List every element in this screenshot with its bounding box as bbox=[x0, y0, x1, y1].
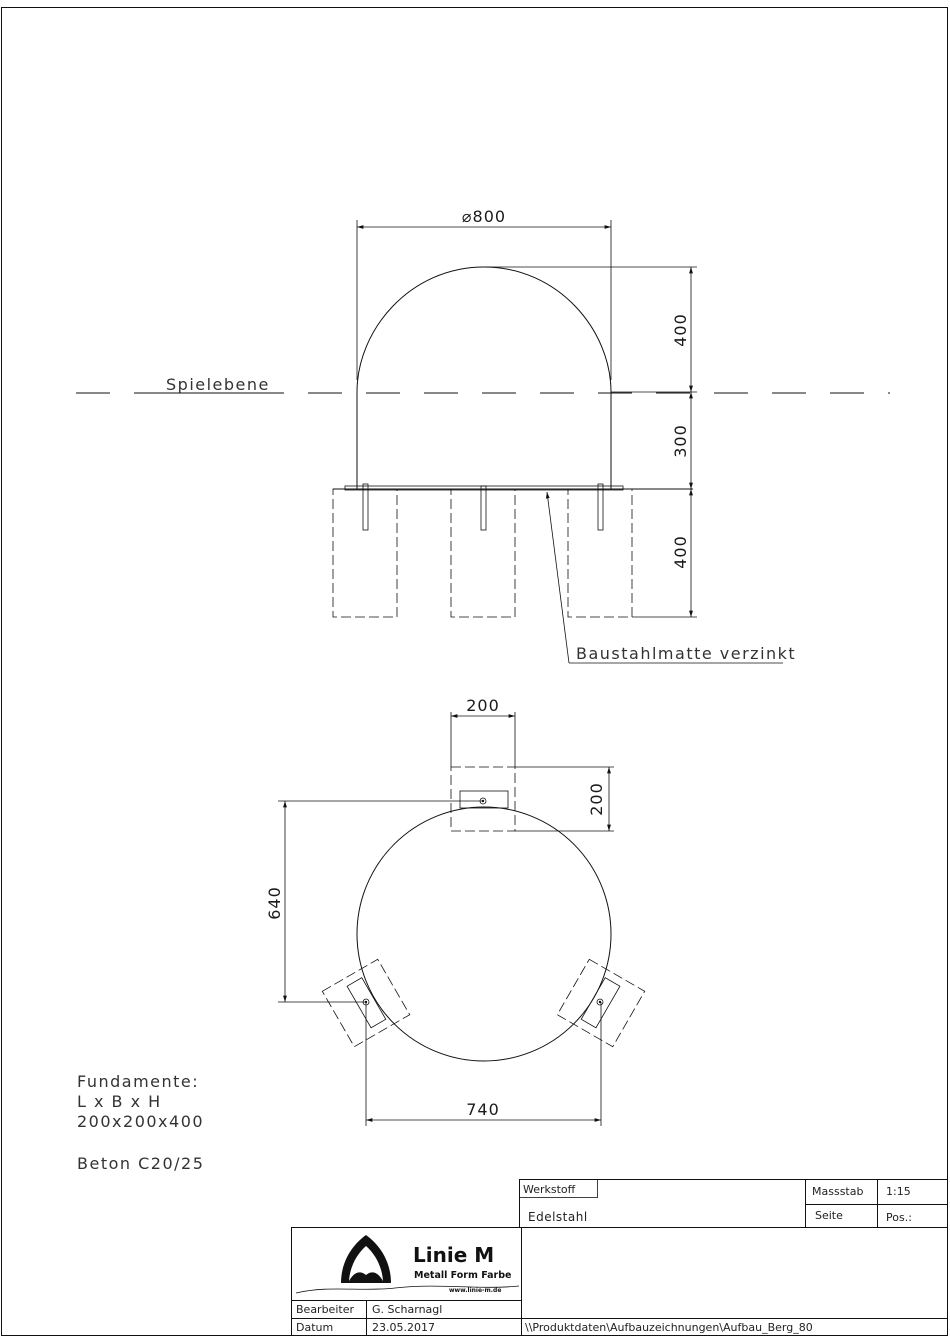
logo-tagline: Metall Form Farbe bbox=[414, 1270, 512, 1281]
foundation-block-right bbox=[568, 489, 632, 617]
foundation-block-left bbox=[333, 489, 397, 617]
material-label: Werkstoff bbox=[523, 1183, 576, 1196]
block-length-dimension: 200 bbox=[587, 782, 606, 816]
anchor-bolt-left bbox=[363, 484, 368, 530]
file-path: \\Produktdaten\Aufbauzeichnungen\Aufbau_Berg_80 bbox=[525, 1321, 813, 1334]
date-label: Datum bbox=[296, 1321, 334, 1334]
material-value: Edelstahl bbox=[528, 1210, 588, 1224]
company-logo bbox=[296, 1235, 519, 1294]
date-value: 23.05.2017 bbox=[372, 1321, 435, 1334]
drawn-by-value: G. Scharnagl bbox=[372, 1303, 443, 1316]
play-level-label: Spielebene bbox=[166, 375, 270, 394]
foundation-block-middle bbox=[451, 489, 515, 617]
logo-mark bbox=[341, 1235, 391, 1283]
plan-width-dimension: 740 bbox=[466, 1100, 500, 1119]
above-ground-dimension: 300 bbox=[671, 424, 690, 458]
foundation-depth-dimension: 400 bbox=[671, 535, 690, 569]
dome-profile bbox=[357, 267, 611, 392]
anchor-bolt-middle bbox=[481, 486, 486, 530]
foundations-dims-value: 200x200x400 bbox=[77, 1112, 205, 1131]
foundations-dims-label: L x B x H bbox=[77, 1092, 162, 1111]
elevation-view bbox=[76, 207, 890, 663]
anchor-bolt-right bbox=[598, 484, 603, 530]
plan-foundation-top bbox=[451, 767, 515, 831]
plan-depth-dimension: 640 bbox=[265, 886, 284, 920]
plan-view bbox=[265, 696, 645, 1126]
block-width-dimension: 200 bbox=[466, 696, 500, 715]
drawn-by-label: Bearbeiter bbox=[296, 1303, 354, 1316]
mesh-leader bbox=[547, 492, 569, 663]
page-value: Pos.: bbox=[886, 1211, 912, 1224]
foundations-title: Fundamente: bbox=[77, 1072, 200, 1091]
concrete-grade: Beton C20/25 bbox=[77, 1154, 205, 1173]
title-block bbox=[292, 1180, 948, 1336]
dome-height-dimension: 400 bbox=[671, 313, 690, 347]
logo-name: Linie M bbox=[413, 1243, 495, 1267]
foundation-notes bbox=[77, 1072, 204, 1173]
plan-plate-top bbox=[460, 791, 508, 808]
logo-url: www.linie-m.de bbox=[449, 1287, 502, 1294]
scale-label: Massstab bbox=[812, 1185, 864, 1198]
page-label: Seite bbox=[815, 1209, 843, 1222]
mesh-label: Baustahlmatte verzinkt bbox=[576, 644, 797, 663]
scale-value: 1:15 bbox=[886, 1185, 911, 1198]
diameter-dimension: ⌀800 bbox=[461, 207, 507, 226]
